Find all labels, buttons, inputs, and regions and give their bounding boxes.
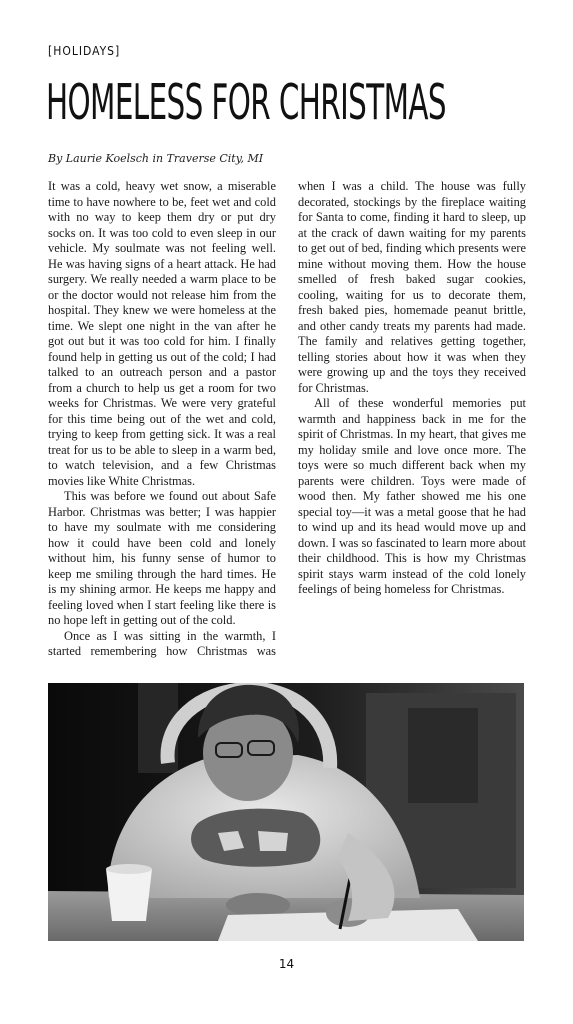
article-headline: HOMELESS FOR CHRISTMAS [46, 74, 446, 131]
body-paragraph: This was before we found out about Safe Harbor. Christmas was better; I was happier to have my soulmate with me considering how it could have been cold and lonely without him, his funny sense of humor to keep me smiling through the hard times. He is my shining armor. He keeps me happy and feeling loved when I start feeling like there is no hope left in getting out of the cold. [48, 489, 276, 627]
article-byline: By Laurie Koelsch in Traverse City, MI [48, 152, 264, 165]
body-paragraph: Once as I was sitting in the warmth, I started remembering how Christmas was when I was a child. The house was fully decorated, stockings by the fireplace waiting for Santa to come, finding it hard to sleep, up at the crack of dawn waiting for my parents to get out of bed, finding which presents were mine without moving them. How the house smelled of fresh baked sugar cookies, cooling, waiting for us to decorate them, fresh baked pies, homemade peanut brittle, and other candy treats my parents had made. The family and relatives getting together, telling stories about how it was when they were growing up and the toys they received for Christmas. [48, 179, 526, 658]
section-tag: [HOLIDAYS] [48, 44, 121, 58]
article-body [48, 179, 526, 671]
body-paragraph: All of these wonderful memories put warmth and happiness back in me for the spirit of Christmas. In my heart, that gives me my holiday smile and love once more. The toys were so much different back when my parents were children. Toys were made of wood then. My father showed me his one special toy—it was a metal goose that he had to wind up and its head would move up and down. I was so fascinated to learn more about their childhood. This is how my Christmas spirit stays warm instead of the cold lonely feelings of being homeless for Christmas. [298, 396, 526, 596]
body-paragraph: It was a cold, heavy wet snow, a miserable time to have nowhere to be, feet wet and cold with no way to keep them dry or put dry socks on. It was too cold to even sleep in our vehicle. My soulmate was not feeling well. He was having signs of a heart attack. He had surgery. We really needed a warm place to be or the doctor would not release him from the hospital. They knew we were homeless at the time. We slept one night in the van after he got out but it was too cold for him. I finally found help in getting us out of the cold; I had talked to an outreach person and a pastor from a church to help us get a room for two weeks for Christmas. We were very grateful for this time being out of the wet and cold, trying to keep from getting sick. It was a real treat for us to be able to sleep in a warm bed, to watch television, and a few Christmas movies like White Christmas. [48, 179, 276, 488]
page-number: 14 [278, 957, 295, 971]
photo-illustration [48, 683, 524, 941]
article-photo [48, 683, 524, 941]
